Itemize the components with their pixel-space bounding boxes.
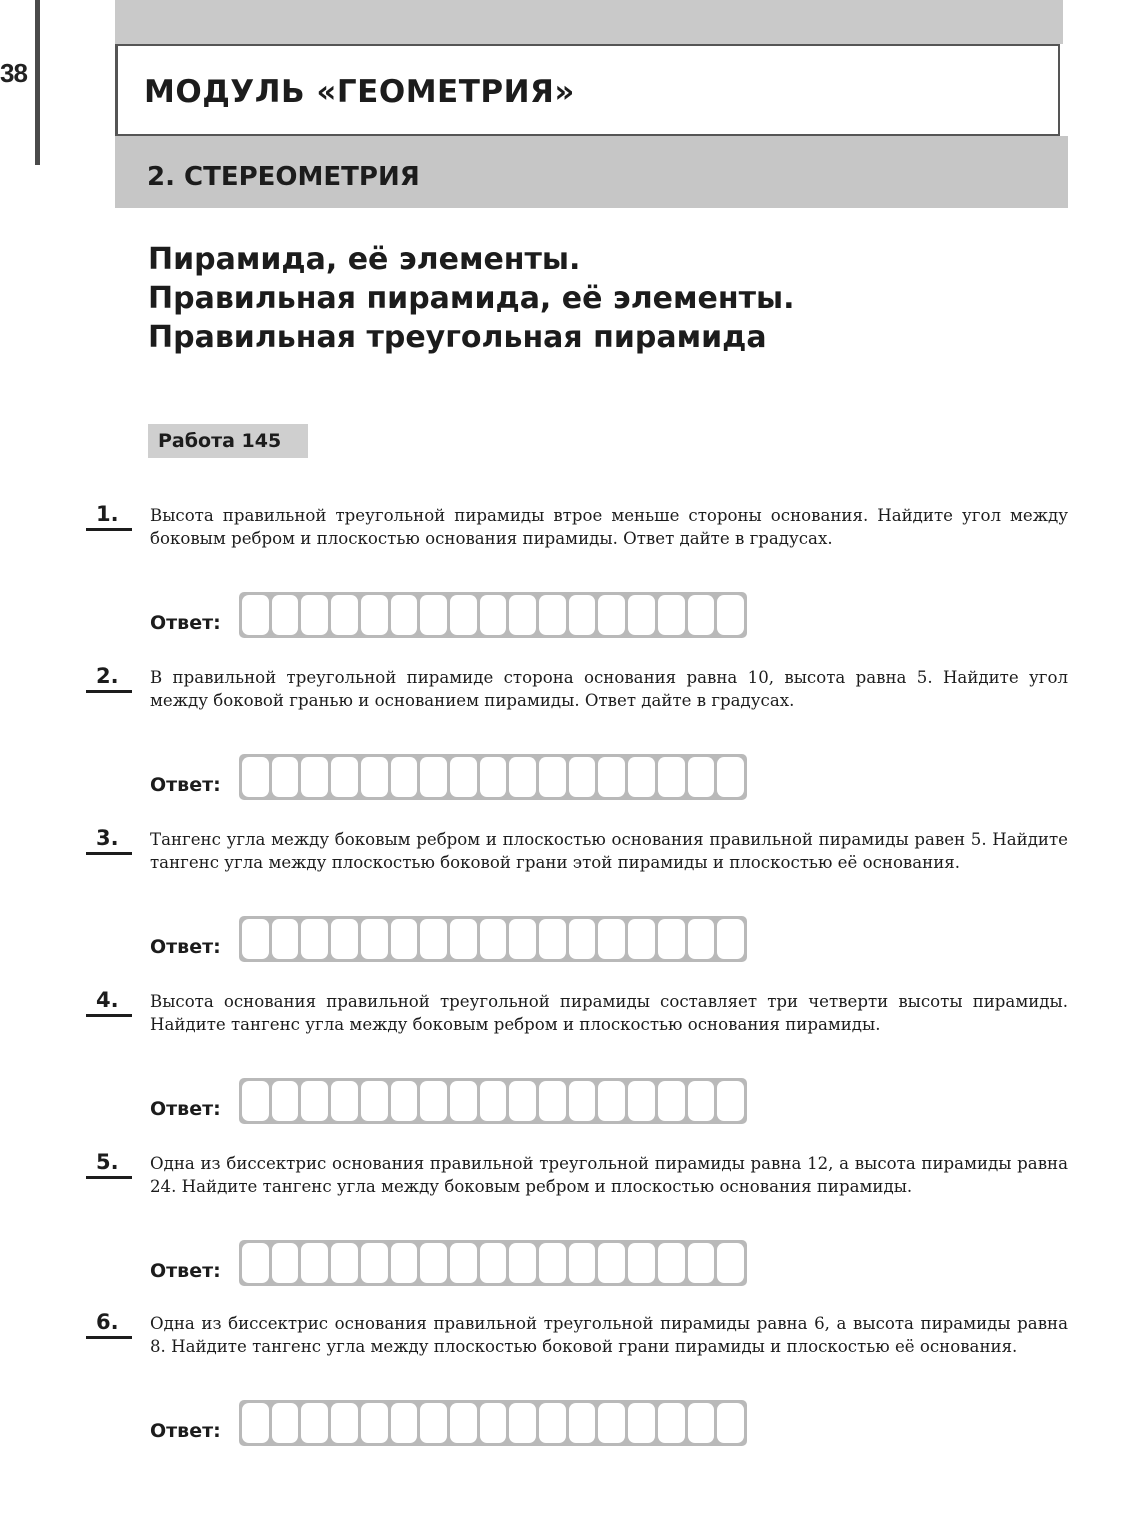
- module-header: [115, 44, 1060, 136]
- problem-text: Высота правильной треугольной пирамиды втрое меньше стороны основания. Найдите угол между боковым ребром и плоскостью основания пирамиды. Ответ дайте в градусах.: [150, 506, 1068, 548]
- answer-cell[interactable]: [628, 1081, 655, 1121]
- answer-cell[interactable]: [717, 1243, 744, 1283]
- problem-number-rule: [86, 852, 132, 855]
- answer-cell[interactable]: [242, 595, 269, 635]
- answer-cell[interactable]: [331, 1081, 358, 1121]
- page-number: 38: [0, 58, 27, 88]
- answer-cell[interactable]: [420, 919, 447, 959]
- answer-cell[interactable]: [242, 919, 269, 959]
- problem-text: Высота основания правильной треугольной пирамиды составляет три четверти высоты пирамиды. Найдите тангенс угла между боковым ребром и плоскостью основания пирамиды.: [150, 992, 1068, 1034]
- topic-heading-line: Правильная пирамида, её элементы.: [148, 281, 795, 316]
- answer-cell[interactable]: [658, 595, 685, 635]
- answer-label: Ответ:: [150, 936, 221, 958]
- answer-cell[interactable]: [509, 1243, 536, 1283]
- answer-cell[interactable]: [480, 1403, 507, 1443]
- answer-cell[interactable]: [301, 919, 328, 959]
- problem-text: В правильной треугольной пирамиде сторона основания равна 10, высота равна 5. Найдите угол между боковой гранью и основанием пирамиды. Ответ дайте в градусах.: [150, 668, 1068, 710]
- answer-cell[interactable]: [391, 1243, 418, 1283]
- answer-cell[interactable]: [539, 1243, 566, 1283]
- answer-cell[interactable]: [628, 919, 655, 959]
- answer-label: Ответ:: [150, 612, 221, 634]
- answer-label: Ответ:: [150, 1098, 221, 1120]
- answer-cell[interactable]: [420, 1243, 447, 1283]
- answer-cell[interactable]: [717, 919, 744, 959]
- problem-1: [0, 504, 1129, 654]
- answer-cell[interactable]: [391, 1403, 418, 1443]
- answer-cell[interactable]: [598, 1403, 625, 1443]
- answer-cell[interactable]: [598, 1243, 625, 1283]
- answer-cell[interactable]: [361, 1243, 388, 1283]
- answer-cell[interactable]: [628, 1403, 655, 1443]
- answer-cell[interactable]: [480, 1243, 507, 1283]
- answer-cell[interactable]: [391, 1081, 418, 1121]
- answer-cell[interactable]: [450, 757, 477, 797]
- problem-number: 4.: [96, 988, 119, 1012]
- answer-cell[interactable]: [331, 919, 358, 959]
- answer-cell[interactable]: [391, 595, 418, 635]
- problem-2: [0, 666, 1129, 816]
- answer-cell[interactable]: [628, 757, 655, 797]
- problem-number: 1.: [96, 502, 119, 526]
- answer-field[interactable]: [239, 1400, 747, 1446]
- answer-label: Ответ:: [150, 1260, 221, 1282]
- answer-cell[interactable]: [509, 757, 536, 797]
- answer-cell[interactable]: [539, 1081, 566, 1121]
- answer-cell[interactable]: [598, 595, 625, 635]
- answer-cell[interactable]: [450, 1243, 477, 1283]
- answer-cell[interactable]: [361, 919, 388, 959]
- section-title: 2. СТЕРЕОМЕТРИЯ: [147, 162, 420, 192]
- problem-text: Одна из биссектрис основания правильной треугольной пирамиды равна 12, а высота пирамиды равна 24. Найдите тангенс угла между боковым ребром и плоскостью основания пирамиды.: [150, 1154, 1068, 1196]
- answer-cell[interactable]: [628, 595, 655, 635]
- answer-cell[interactable]: [331, 757, 358, 797]
- answer-field[interactable]: [239, 916, 747, 962]
- answer-cell[interactable]: [272, 919, 299, 959]
- answer-field[interactable]: [239, 592, 747, 638]
- answer-cell[interactable]: [598, 919, 625, 959]
- answer-cell[interactable]: [688, 919, 715, 959]
- topic-heading: [148, 240, 795, 357]
- answer-cell[interactable]: [272, 757, 299, 797]
- answer-cell[interactable]: [628, 1243, 655, 1283]
- answer-cell[interactable]: [658, 919, 685, 959]
- answer-cell[interactable]: [658, 1403, 685, 1443]
- answer-cell[interactable]: [569, 919, 596, 959]
- problem-4: [0, 990, 1129, 1140]
- problem-number: 6.: [96, 1310, 119, 1334]
- answer-cell[interactable]: [361, 757, 388, 797]
- answer-cell[interactable]: [658, 757, 685, 797]
- problem-text: Тангенс угла между боковым ребром и плоскостью основания правильной пирамиды равен 5. Найдите тангенс угла между плоскостью боковой грани этой пирамиды и плоскостью её основания.: [150, 830, 1068, 872]
- answer-field[interactable]: [239, 754, 747, 800]
- answer-cell[interactable]: [688, 757, 715, 797]
- answer-cell[interactable]: [272, 1243, 299, 1283]
- answer-cell[interactable]: [717, 1081, 744, 1121]
- answer-cell[interactable]: [480, 595, 507, 635]
- answer-cell[interactable]: [331, 595, 358, 635]
- answer-cell[interactable]: [688, 1403, 715, 1443]
- answer-cell[interactable]: [242, 757, 269, 797]
- answer-cell[interactable]: [480, 919, 507, 959]
- topic-heading-line: Пирамида, её элементы.: [148, 242, 581, 277]
- answer-cell[interactable]: [450, 1081, 477, 1121]
- problem-5: [0, 1152, 1129, 1302]
- answer-cell[interactable]: [598, 1081, 625, 1121]
- answer-cell[interactable]: [480, 1081, 507, 1121]
- answer-cell[interactable]: [301, 757, 328, 797]
- answer-cell[interactable]: [658, 1243, 685, 1283]
- answer-cell[interactable]: [450, 919, 477, 959]
- answer-field[interactable]: [239, 1240, 747, 1286]
- answer-cell[interactable]: [361, 595, 388, 635]
- answer-cell[interactable]: [420, 757, 447, 797]
- answer-cell[interactable]: [420, 1081, 447, 1121]
- answer-field[interactable]: [239, 1078, 747, 1124]
- answer-cell[interactable]: [717, 595, 744, 635]
- answer-cell[interactable]: [420, 595, 447, 635]
- answer-cell[interactable]: [569, 595, 596, 635]
- problem-number: 2.: [96, 664, 119, 688]
- answer-cell[interactable]: [301, 595, 328, 635]
- answer-cell[interactable]: [688, 1243, 715, 1283]
- work-label: Работа 145: [148, 424, 308, 458]
- answer-cell[interactable]: [509, 1081, 536, 1121]
- answer-cell[interactable]: [539, 757, 566, 797]
- top-band: [115, 0, 1063, 44]
- answer-cell[interactable]: [480, 757, 507, 797]
- answer-cell[interactable]: [242, 1081, 269, 1121]
- answer-cell[interactable]: [331, 1403, 358, 1443]
- problem-number-rule: [86, 528, 132, 531]
- problem-number: 5.: [96, 1150, 119, 1174]
- answer-cell[interactable]: [272, 1403, 299, 1443]
- answer-cell[interactable]: [569, 1403, 596, 1443]
- margin-rule: [35, 0, 40, 165]
- answer-cell[interactable]: [361, 1403, 388, 1443]
- answer-cell[interactable]: [509, 595, 536, 635]
- answer-cell[interactable]: [272, 1081, 299, 1121]
- section-header: [115, 136, 1068, 208]
- problem-6: [0, 1312, 1129, 1462]
- answer-cell[interactable]: [569, 1243, 596, 1283]
- answer-cell[interactable]: [658, 1081, 685, 1121]
- answer-cell[interactable]: [717, 1403, 744, 1443]
- answer-cell[interactable]: [717, 757, 744, 797]
- answer-cell[interactable]: [509, 1403, 536, 1443]
- problem-number: 3.: [96, 826, 119, 850]
- answer-label: Ответ:: [150, 774, 221, 796]
- problem-number-rule: [86, 690, 132, 693]
- answer-cell[interactable]: [361, 1081, 388, 1121]
- answer-cell[interactable]: [539, 919, 566, 959]
- problem-text: Одна из биссектрис основания правильной треугольной пирамиды равна 6, а высота пирамиды равна 8. Найдите тангенс угла между плоскостью боковой грани пирамиды и плоскостью её основания.: [150, 1314, 1068, 1356]
- problem-number-rule: [86, 1176, 132, 1179]
- problem-3: [0, 828, 1129, 978]
- answer-cell[interactable]: [450, 1403, 477, 1443]
- answer-cell[interactable]: [420, 1403, 447, 1443]
- answer-cell[interactable]: [688, 595, 715, 635]
- answer-cell[interactable]: [301, 1243, 328, 1283]
- answer-cell[interactable]: [301, 1403, 328, 1443]
- answer-cell[interactable]: [539, 1403, 566, 1443]
- answer-cell[interactable]: [391, 757, 418, 797]
- answer-label: Ответ:: [150, 1420, 221, 1442]
- answer-cell[interactable]: [539, 595, 566, 635]
- answer-cell[interactable]: [242, 1403, 269, 1443]
- topic-heading-line: Правильная треугольная пирамида: [148, 320, 767, 355]
- answer-cell[interactable]: [509, 919, 536, 959]
- answer-cell[interactable]: [391, 919, 418, 959]
- answer-cell[interactable]: [301, 1081, 328, 1121]
- answer-cell[interactable]: [598, 757, 625, 797]
- answer-cell[interactable]: [331, 1243, 358, 1283]
- module-title: МОДУЛЬ «ГЕОМЕТРИЯ»: [144, 74, 575, 110]
- answer-cell[interactable]: [242, 1243, 269, 1283]
- answer-cell[interactable]: [569, 757, 596, 797]
- answer-cell[interactable]: [688, 1081, 715, 1121]
- answer-cell[interactable]: [450, 595, 477, 635]
- problem-number-rule: [86, 1336, 132, 1339]
- problem-number-rule: [86, 1014, 132, 1017]
- answer-cell[interactable]: [272, 595, 299, 635]
- answer-cell[interactable]: [569, 1081, 596, 1121]
